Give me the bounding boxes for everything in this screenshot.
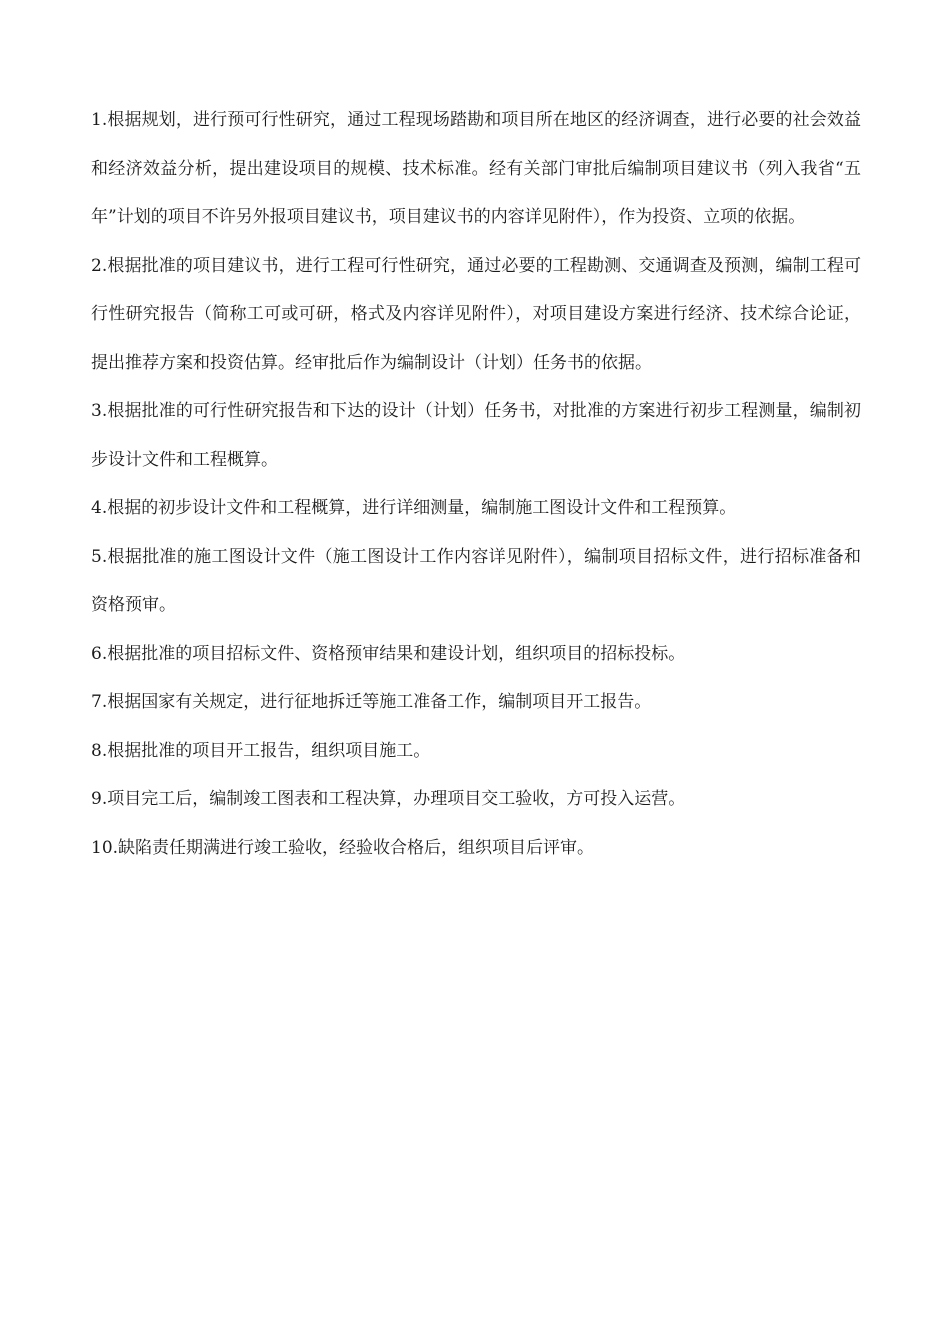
paragraph-3: 3.根据批准的可行性研究报告和下达的设计（计划）任务书，对批准的方案进行初步工程测量，编制初步设计文件和工程概算。 [91, 401, 861, 470]
paragraph-2: 2.根据批准的项目建议书，进行工程可行性研究，通过必要的工程勘测、交通调查及预测，编制工程可行性研究报告（简称工可或可研，格式及内容详见附件），对项目建设方案进行经济、技术综合论证，提出推荐方案和投资估算。经审批后作为编制设计（计划）任务书的依据。 [91, 255, 861, 373]
paragraph-6: 6.根据批准的项目招标文件、资格预审结果和建设计划，组织项目的招标投标。 [91, 643, 686, 664]
paragraph-8: 8.根据批准的项目开工报告，组织项目施工。 [91, 740, 431, 761]
paragraph-10: 10.缺陷责任期满进行竣工验收，经验收合格后，组织项目后评审。 [91, 837, 595, 858]
paragraph-4: 4.根据的初步设计文件和工程概算，进行详细测量，编制施工图设计文件和工程预算。 [91, 498, 737, 518]
paragraph-9: 9.项目完工后，编制竣工图表和工程决算，办理项目交工验收，方可投入运营。 [91, 789, 686, 809]
paragraph-1: 1.根据规划，进行预可行性研究，通过工程现场踏勘和项目所在地区的经济调查，进行必要的社会效益和经济效益分析，提出建设项目的规模、技术标准。经有关部门审批后编制项目建议书（列入我省“五年”计划的项目不许另外报项目建议书，项目建议书的内容详见附件），作为投资、立项的依据。 [91, 110, 861, 227]
paragraph-7: 7.根据国家有关规定，进行征地拆迁等施工准备工作，编制项目开工报告。 [91, 692, 652, 712]
document-body [91, 96, 861, 872]
paragraph-5: 5.根据批准的施工图设计文件（施工图设计工作内容详见附件），编制项目招标文件，进行招标准备和资格预审。 [91, 546, 861, 615]
